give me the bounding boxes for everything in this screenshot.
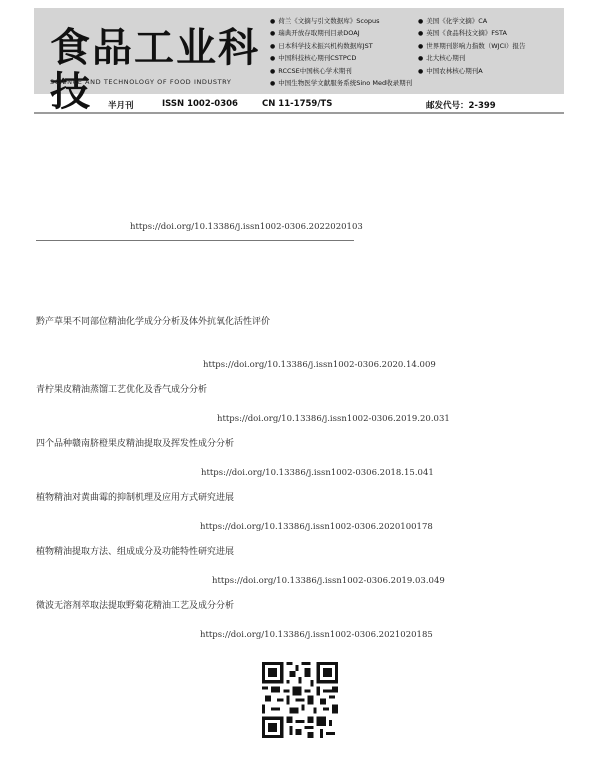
- reference-doi-link[interactable]: https://doi.org/10.13386/j.issn1002-0306.2021020185: [200, 630, 433, 640]
- index-item: ● 北大核心期刊: [418, 53, 560, 64]
- reference-doi-link[interactable]: https://doi.org/10.13386/j.issn1002-0306.2020100178: [200, 522, 433, 532]
- journal-logo: 食品工业科技: [50, 24, 260, 115]
- index-item: ● RCCSE中国核心学术期刊: [270, 66, 418, 77]
- reference-title[interactable]: 黔产草果不同部位精油化学成分分析及体外抗氧化活性评价: [36, 317, 271, 327]
- index-item: ● 英国《食品科技文摘》FSTA: [418, 28, 560, 39]
- index-item: ● 世界期刊影响力指数（WJCI）报告: [418, 41, 560, 52]
- frequency-label: 半月刊: [108, 101, 134, 111]
- reference-doi-link[interactable]: https://doi.org/10.13386/j.issn1002-0306.2018.15.041: [201, 468, 434, 478]
- index-item: ● 荷兰《文摘与引文数据库》Scopus: [270, 16, 418, 27]
- divider: [36, 240, 354, 241]
- publication-bar: [34, 94, 564, 114]
- postal-code-label: 邮发代号：2-399: [426, 101, 496, 111]
- reference-doi-link[interactable]: https://doi.org/10.13386/j.issn1002-0306.2019.20.031: [217, 414, 450, 424]
- reference-doi-link[interactable]: https://doi.org/10.13386/j.issn1002-0306.2020.14.009: [203, 360, 436, 370]
- journal-logo-english: SCIENCE AND TECHNOLOGY OF FOOD INDUSTRY: [50, 78, 232, 86]
- cn-label: CN 11-1759/TS: [262, 99, 333, 109]
- reference-title[interactable]: 微波无溶剂萃取法提取野菊花精油工艺及成分分析: [36, 601, 235, 611]
- issn-label: ISSN 1002-0306: [162, 99, 238, 109]
- reference-doi-link[interactable]: https://doi.org/10.13386/j.issn1002-0306.2019.03.049: [212, 576, 445, 586]
- reference-title[interactable]: 青柠果皮精油蒸馏工艺优化及香气成分分析: [36, 385, 208, 395]
- index-item: ● 中国农林核心期刊A: [418, 66, 560, 77]
- indexing-list: [270, 16, 560, 89]
- qr-code-icon: [262, 662, 338, 738]
- index-item: ● 日本科学技术振兴机构数据库JST: [270, 41, 418, 52]
- index-item: ● 中国生物医学文献服务系统Sino Med收录期刊: [270, 78, 560, 89]
- index-item: ● 瑞典开放存取期刊目录DOAJ: [270, 28, 418, 39]
- index-item: ● 美国《化学文摘》CA: [418, 16, 560, 27]
- reference-title[interactable]: 植物精油对黄曲霉的抑制机理及应用方式研究进展: [36, 493, 235, 503]
- article-doi-link[interactable]: https://doi.org/10.13386/j.issn1002-0306.2022020103: [130, 222, 363, 232]
- reference-title[interactable]: 植物精油提取方法、组成成分及功能特性研究进展: [36, 547, 235, 557]
- reference-title[interactable]: 四个品种赣南脐橙果皮精油提取及挥发性成分分析: [36, 439, 235, 449]
- index-item: ● 中国科技核心期刊CSTPCD: [270, 53, 418, 64]
